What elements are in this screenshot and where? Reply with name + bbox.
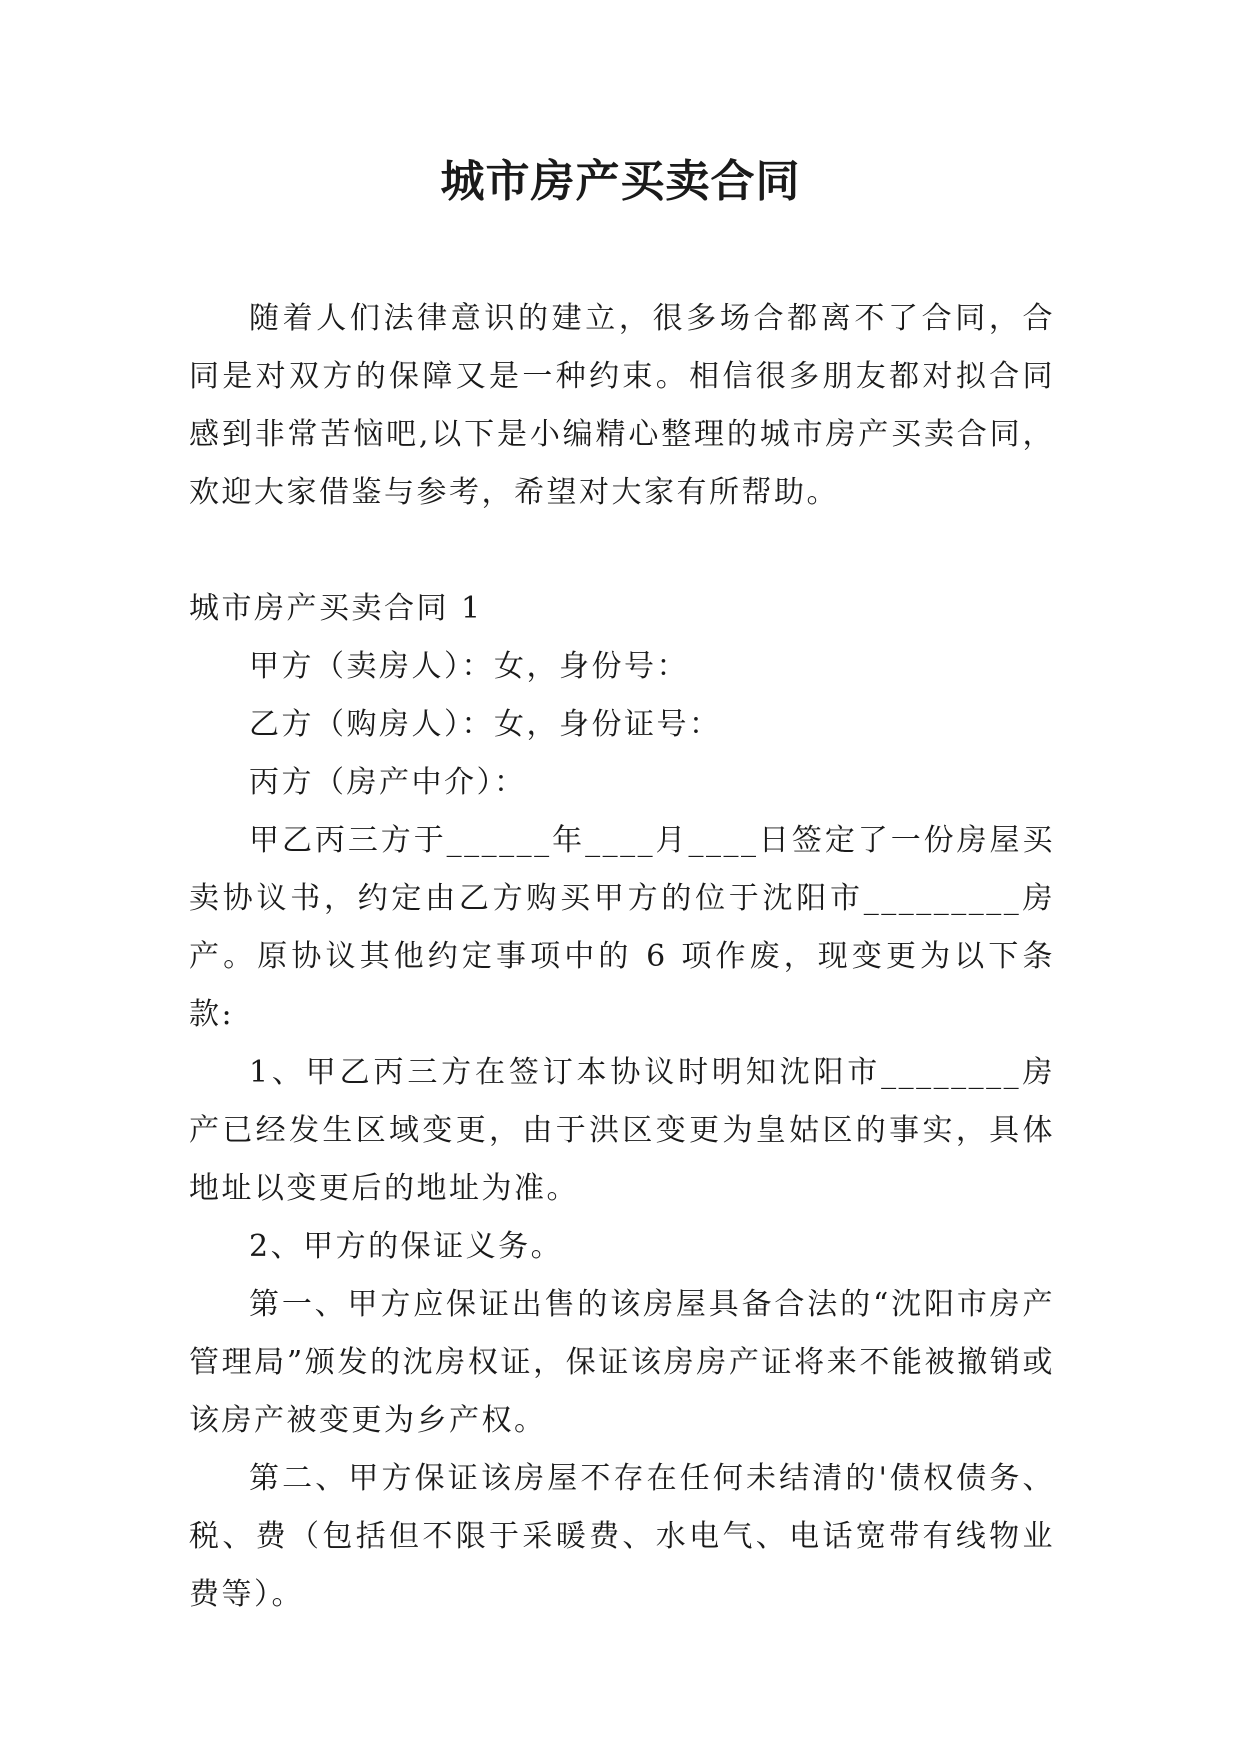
party-b-line: 乙方（购房人）：女，身份证号： xyxy=(249,707,722,742)
party-c-line: 丙方（房产中介）： xyxy=(249,765,527,800)
clause-1-paragraph: 1、甲乙丙三方在签订本协议时明知沈阳市________房产已经发生区域变更，由于洪区变更为皇姑区的事实，具体地址以变更后的地址为准。 xyxy=(189,1055,1055,1206)
clause-2-item-2: 第二、甲方保证该房屋不存在任何未结清的'债权债务、税、费（包括但不限于采暖费、水电气、电话宽带有线物业费等）。 xyxy=(189,1461,1055,1612)
party-a-line: 甲方（卖房人）：女，身份号： xyxy=(249,649,689,684)
clause-2-item-1: 第一、甲方应保证出售的该房屋具备合法的“沈阳市房产管理局”颁发的沈房权证，保证该房房产证将来不能被撤销或该房产被变更为乡产权。 xyxy=(189,1287,1055,1438)
clause-2-heading: 2、甲方的保证义务。 xyxy=(249,1229,564,1264)
document-body xyxy=(189,290,1055,1624)
agreement-paragraph: 甲乙丙三方于______年____月____日签定了一份房屋买卖协议书，约定由乙方购买甲方的位于沈阳市_________房产。原协议其他约定事项中的 6 项作废，现变更为以下条款: xyxy=(189,823,1055,1032)
intro-paragraph: 随着人们法律意识的建立，很多场合都离不了合同，合同是对双方的保障又是一种约束。相信很多朋友都对拟合同感到非常苦恼吧,以下是小编精心整理的城市房产买卖合同，欢迎大家借鉴与参考，希望对大家有所帮助。 xyxy=(189,301,1055,510)
document-title: 城市房产买卖合同 xyxy=(440,156,801,207)
section-heading: 城市房产买卖合同 1 xyxy=(189,591,483,626)
